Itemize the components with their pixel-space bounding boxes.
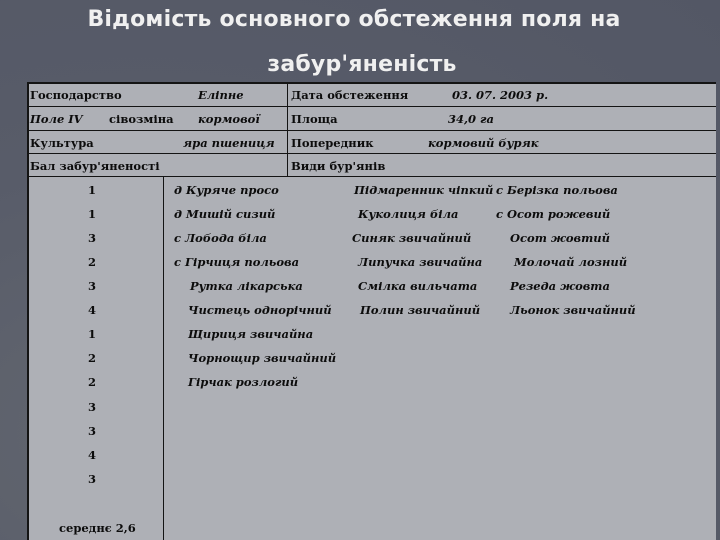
row-score: 3 [88, 400, 97, 414]
row-score: 2 [88, 351, 97, 365]
weed-col3: с Осот рожевий [496, 207, 611, 221]
weed-col1: Чорнощир звичайний [188, 351, 337, 365]
row-score: 2 [88, 375, 97, 389]
weed-col1: с Лобода біла [174, 231, 267, 245]
predecessor-label: Попередник [291, 136, 374, 150]
row-score: 1 [88, 207, 97, 221]
weed-col2: Синяк звичайний [352, 231, 472, 245]
rule-header-4 [27, 176, 716, 177]
weed-col2: Полин звичайний [360, 303, 481, 317]
weed-col1: Гірчак розлогий [188, 375, 299, 389]
crop-label: Культура [30, 136, 94, 150]
rule-header-2 [27, 130, 716, 131]
weed-col1: д Куряче просо [174, 183, 279, 197]
row-score: 4 [88, 303, 97, 317]
weed-col1: с Гірчиця польова [174, 255, 300, 269]
rule-left [27, 82, 29, 540]
species-label: Види бур'янів [291, 159, 386, 173]
weed-col3: Молочай лозний [514, 255, 628, 269]
rotation-label: сівозміна [109, 112, 174, 126]
row-score: 3 [88, 424, 97, 438]
rule-score-col [163, 176, 164, 540]
row-score: 3 [88, 472, 97, 486]
field-label: Поле IV [30, 112, 83, 126]
weed-col2: Куколиця біла [358, 207, 459, 221]
weed-col3: Резеда жовта [510, 279, 610, 293]
weed-col3: Осот жовтий [510, 231, 610, 245]
row-score: 1 [88, 183, 97, 197]
date-value: 03. 07. 2003 р. [452, 88, 549, 102]
row-score: 1 [88, 327, 97, 341]
weed-col1: д Мишій сизий [174, 207, 276, 221]
row-score: 4 [88, 448, 97, 462]
score-label: Бал забур'яненості [30, 159, 160, 173]
farm-label: Господарство [30, 88, 122, 102]
area-value: 34,0 га [448, 112, 494, 126]
weed-col2: Підмаренник чіпкий [354, 183, 494, 197]
weed-col3: Льонок звичайний [510, 303, 636, 317]
crop-value: яра пшениця [183, 136, 275, 150]
rule-header-1 [27, 106, 716, 107]
row-score: 2 [88, 255, 97, 269]
weed-col1: Щириця звичайна [188, 327, 314, 341]
weed-col1: Чистець однорічний [188, 303, 332, 317]
rule-mid-header [287, 82, 288, 176]
weed-col3: с Берізка польова [496, 183, 618, 197]
farm-value: Еліпне [198, 88, 244, 102]
row-score: 3 [88, 279, 97, 293]
date-label: Дата обстеження [291, 88, 409, 102]
page-title-line1: Відомість основного обстеження поля на [87, 7, 621, 32]
row-score: 3 [88, 231, 97, 245]
weed-col1: Рутка лікарська [190, 279, 303, 293]
predecessor-value: кормовий буряк [428, 136, 539, 150]
rule-top [27, 82, 716, 84]
rule-header-3 [27, 153, 716, 154]
area-label: Площа [291, 112, 338, 126]
rotation-value: кормової [198, 112, 260, 126]
page-title-line2: забур'яненість [267, 52, 457, 77]
average-score: середнє 2,6 [59, 521, 136, 535]
weed-col2: Смілка вильчата [358, 279, 478, 293]
weed-col2: Липучка звичайна [358, 255, 483, 269]
survey-sheet [27, 82, 716, 540]
